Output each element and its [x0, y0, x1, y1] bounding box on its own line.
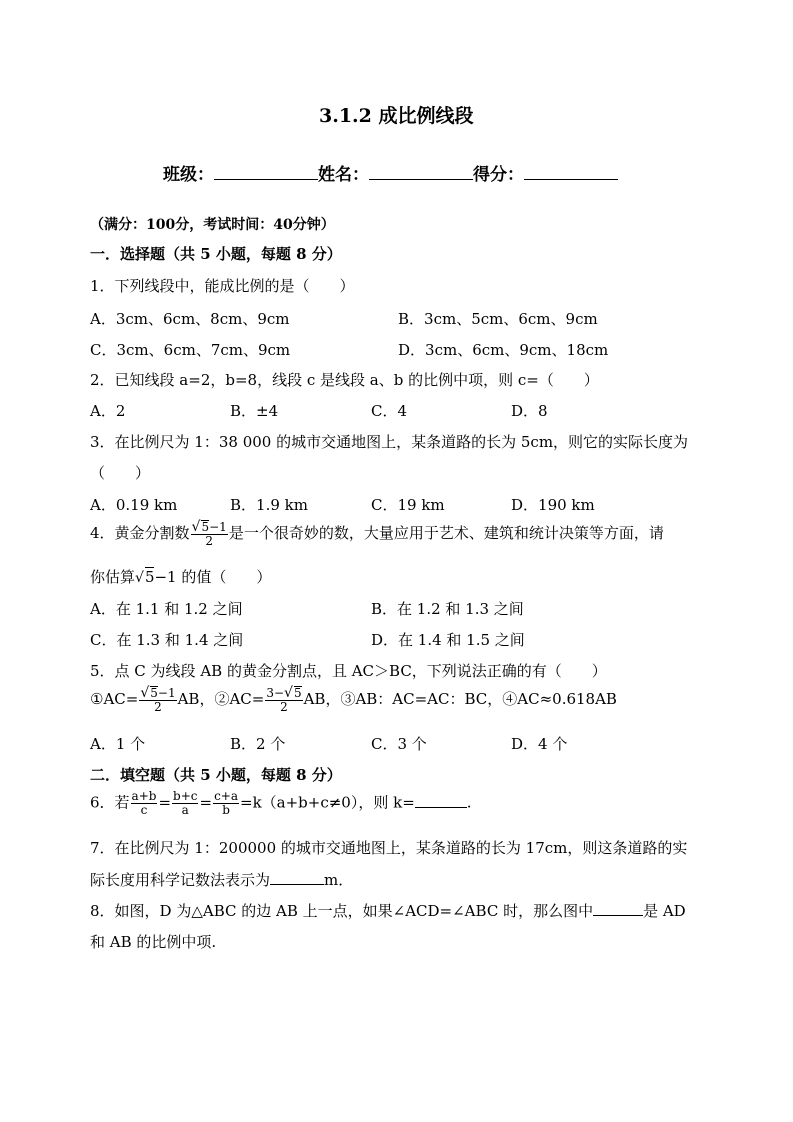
q6-f2-numerator: b+c [173, 789, 198, 803]
q4-line2-suffix: −1 的值（ ） [154, 568, 272, 586]
q4-line2-prefix: 你估算 [90, 568, 136, 586]
class-label: 班级： [163, 165, 214, 185]
q5-option-d[interactable]: D．4 个 [511, 735, 568, 753]
question-1-stem: 1．下列线段中，能成比例的是（ ） [90, 277, 355, 295]
q8-line1-suffix: 是 AD [643, 902, 686, 920]
q4-option-a[interactable]: A．在 1.1 和 1.2 之间 [90, 600, 243, 618]
sqrt-icon: √ [135, 570, 144, 586]
q5-s1-denominator: 2 [154, 700, 162, 714]
q8-line1-prefix: 8．如图，D 为△ABC 的边 AB 上一点，如果∠ACD=∠ABC 时，那么图中 [90, 902, 594, 920]
q5-s2-num-pre: 3− [266, 686, 285, 700]
student-info-row [163, 160, 618, 185]
q4-denominator: 2 [205, 534, 213, 548]
q5-option-a[interactable]: A．1 个 [90, 735, 146, 753]
question-4-stem-line2 [90, 566, 271, 587]
q7-answer-blank[interactable] [270, 870, 324, 885]
q4-option-d[interactable]: D．在 1.4 和 1.5 之间 [371, 631, 525, 649]
sqrt-icon: √ [140, 685, 150, 701]
page-title: 3.1.2 成比例线段 [319, 105, 474, 127]
q4-line2-radicand: 5 [144, 568, 155, 586]
name-blank[interactable] [369, 163, 473, 180]
q2-option-c[interactable]: C．4 [371, 402, 408, 420]
q5-s2-radicand: 5 [293, 686, 302, 700]
sqrt-icon: √ [284, 685, 293, 701]
q6-fraction-2 [172, 790, 198, 817]
q5-s1-suffix: AB，②AC= [177, 690, 265, 708]
section-2-heading: 二．填空题（共 5 小题，每题 8 分） [90, 766, 342, 784]
q5-s2-denominator: 2 [280, 700, 288, 714]
q6-f2-denominator: a [181, 803, 189, 817]
q6-answer-blank[interactable] [415, 793, 467, 808]
question-5-stem: 5．点 C 为线段 AB 的黄金分割点，且 AC＞BC，下列说法正确的有（ ） [90, 662, 607, 680]
q7-line2-prefix: 际长度用科学记数法表示为 [90, 871, 271, 889]
question-3-stem-cont: （ ） [90, 464, 151, 482]
q4-num-rest: −1 [209, 520, 227, 534]
q2-option-a[interactable]: A．2 [90, 402, 126, 420]
question-4-stem [90, 520, 664, 548]
q2-option-d[interactable]: D．8 [511, 402, 548, 420]
q2-option-b[interactable]: B．±4 [230, 402, 279, 420]
q6-eq1: = [158, 793, 172, 812]
section-1-heading: 一．选择题（共 5 小题，每题 8 分） [90, 245, 342, 263]
golden-ratio-fraction [191, 520, 228, 548]
q1-option-b[interactable]: B．3cm、5cm、6cm、9cm [398, 310, 598, 328]
q6-eq2: = [199, 793, 213, 812]
q5-option-b[interactable]: B．2 个 [230, 735, 286, 753]
q3-option-d[interactable]: D．190 km [511, 496, 595, 514]
q4-option-b[interactable]: B．在 1.2 和 1.3 之间 [371, 600, 524, 618]
sqrt-icon: √ [191, 519, 201, 535]
score-label: 得分： [473, 165, 524, 185]
q6-end: . [466, 793, 472, 812]
q3-option-a[interactable]: A．0.19 km [90, 496, 178, 514]
question-8-line2: 和 AB 的比例中项. [90, 933, 217, 951]
q3-option-c[interactable]: C．19 km [371, 496, 445, 514]
q5-fraction-1 [139, 686, 176, 714]
question-7-line1: 7．在比例尺为 1：200000 的城市交通地图上，某条道路的长为 17cm，则这条道路的实 [90, 839, 688, 857]
q6-fraction-1 [131, 790, 158, 817]
q4-radicand: 5 [201, 520, 210, 534]
q6-prefix: 6．若 [90, 793, 130, 812]
q4-prefix: 4．黄金分割数 [90, 524, 190, 542]
q3-option-b[interactable]: B．1.9 km [230, 496, 308, 514]
question-2-stem: 2．已知线段 a=2，b=8，线段 c 是线段 a、b 的比例中项，则 c=（ ） [90, 371, 599, 389]
q5-option-c[interactable]: C．3 个 [371, 735, 427, 753]
question-8-line1 [90, 900, 686, 921]
q5-s1-num-rest: −1 [157, 686, 176, 700]
question-7-line2 [90, 869, 353, 890]
q5-s1-radicand: 5 [150, 686, 158, 700]
score-blank[interactable] [524, 163, 618, 180]
class-blank[interactable] [214, 163, 318, 180]
q6-f1-denominator: c [140, 803, 148, 817]
q5-fraction-2 [265, 686, 302, 714]
q6-fraction-3 [213, 790, 239, 817]
q5-s1-prefix: ①AC= [90, 690, 139, 708]
q7-line2-suffix: m． [324, 871, 354, 889]
name-label: 姓名： [318, 165, 369, 185]
q4-option-c[interactable]: C．在 1.3 和 1.4 之间 [90, 631, 244, 649]
q6-f3-denominator: b [222, 803, 230, 817]
question-5-statements [90, 686, 617, 714]
exam-note: （满分：100分，考试时间：40分钟） [90, 217, 335, 233]
q6-suffix: =k（a+b+c≠0），则 k= [240, 793, 415, 812]
q5-s2-suffix: AB，③AB：AC=AC：BC，④AC≈0.618AB [303, 690, 617, 708]
question-3-stem: 3．在比例尺为 1：38 000 的城市交通地图上，某条道路的长为 5cm，则它的实际长度为 [90, 433, 689, 451]
q6-f3-numerator: c+a [214, 789, 238, 803]
q4-suffix: 是一个很奇妙的数，大量应用于艺术、建筑和统计决策等方面，请 [228, 524, 664, 542]
q8-answer-blank[interactable] [593, 901, 643, 916]
q1-option-a[interactable]: A．3cm、6cm、8cm、9cm [90, 310, 290, 328]
q1-option-d[interactable]: D．3cm、6cm、9cm、18cm [398, 341, 609, 359]
question-6-stem [90, 790, 472, 817]
q1-option-c[interactable]: C．3cm、6cm、7cm、9cm [90, 341, 291, 359]
q6-f1-numerator: a+b [131, 789, 157, 803]
